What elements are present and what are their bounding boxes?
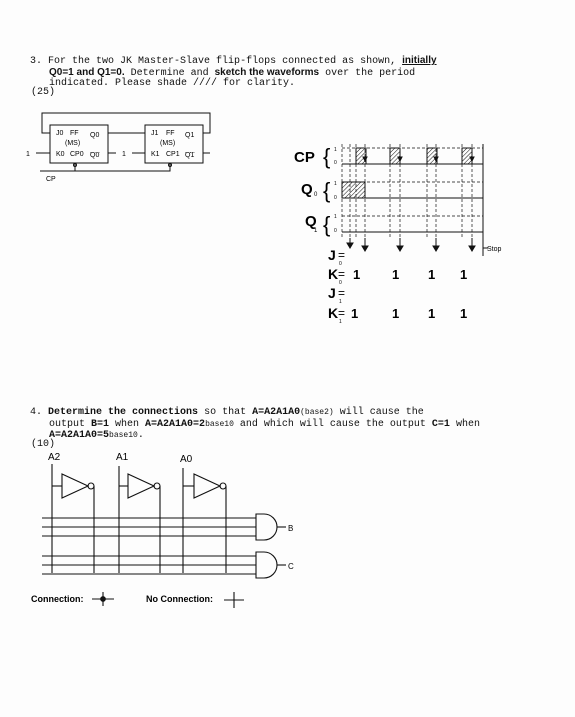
j0-eq: = xyxy=(338,248,346,262)
k1-value-4: 1 xyxy=(460,306,468,321)
inverter-a1 xyxy=(128,474,154,498)
q3-line1-text: For the two JK Master-Slave flip-flops connected as shown, xyxy=(48,56,403,67)
cp-brace: { xyxy=(323,144,331,169)
q4-line2-mid: when xyxy=(109,419,146,430)
q4-line3 xyxy=(49,430,144,442)
q4-number: 4. xyxy=(30,407,43,418)
q0-level-1: 1 xyxy=(334,181,337,187)
q4-line2-mid2: and which will cause the output xyxy=(233,419,432,430)
q3-sketch: sketch the waveforms xyxy=(214,67,320,78)
q1-level-0: 0 xyxy=(334,228,337,234)
q4-base10-a: base10 xyxy=(205,420,234,429)
q4-base10-b: base10 xyxy=(109,431,138,440)
q0-wave-label: Q xyxy=(301,181,313,198)
k1-value-2: 1 xyxy=(392,306,400,321)
cp-pulse-1 xyxy=(356,148,366,164)
cp-bus xyxy=(75,163,170,171)
q4-line3-end: . xyxy=(137,430,144,441)
k1-value-3: 1 xyxy=(428,306,436,321)
q0-brace: { xyxy=(323,178,331,203)
ff0-cp: CP0 xyxy=(70,151,84,158)
q3-initial-values: Q0=1 and Q1=0. xyxy=(49,67,125,78)
q0-level-0: 0 xyxy=(334,195,337,201)
waveform-grid xyxy=(290,138,520,328)
q4-line1-post: will cause the xyxy=(333,407,424,418)
ff1-ff: FF xyxy=(166,130,175,137)
k0-value-2: 1 xyxy=(392,267,400,282)
feedback-wire xyxy=(42,113,210,133)
q3-number: 3. xyxy=(30,56,43,67)
q3-points: (25) xyxy=(31,87,56,98)
q0-wave-sub: 0 xyxy=(314,192,318,198)
no-connection-symbol xyxy=(224,592,244,608)
q4-base2: (base2) xyxy=(300,408,334,417)
q4-b-eq: B=1 xyxy=(91,419,110,430)
ff1-cp: CP1 xyxy=(166,151,180,158)
q4-line1-mid: so that xyxy=(198,407,253,418)
inverter-a0 xyxy=(194,474,220,498)
j1-sub: 1 xyxy=(339,299,342,305)
j1-label: J xyxy=(328,285,336,301)
ff0-qbar: Q0 xyxy=(90,152,100,159)
j0-label: J xyxy=(328,247,336,263)
q0-initial-high xyxy=(342,182,365,198)
output-b-label: B xyxy=(288,524,294,533)
q4-line2-post: when xyxy=(449,419,480,430)
cp-level-0: 0 xyxy=(334,160,337,166)
k1-eq: = xyxy=(338,306,346,320)
logic-circuit xyxy=(28,448,328,618)
stop-label: Stop xyxy=(487,246,502,253)
ff1-ms: (MS) xyxy=(160,140,176,147)
k0-value-3: 1 xyxy=(428,267,436,282)
k0-label: K xyxy=(328,266,339,282)
a2-label: A2 xyxy=(48,452,61,463)
ff0-ff: FF xyxy=(70,130,79,137)
q4-line1 xyxy=(30,407,424,419)
q1-wave-label: Q xyxy=(305,213,317,230)
k1-sub: 1 xyxy=(339,319,342,325)
cp-pulse-2 xyxy=(390,148,400,164)
ff1-qbar: Q1 xyxy=(185,152,195,159)
q3-initially: initially xyxy=(402,55,437,66)
j0-sub: 0 xyxy=(339,261,342,267)
cp-wave-label: CP xyxy=(294,149,315,166)
cp-level-1: 1 xyxy=(334,147,337,153)
legend-no-connection: No Connection: xyxy=(146,594,213,604)
ff1-q: Q1 xyxy=(185,132,195,139)
k1-value-1: 1 xyxy=(351,306,359,321)
k0-value-4: 1 xyxy=(460,267,468,282)
legend-connection: Connection: xyxy=(31,594,84,604)
q3-line3: indicated. Please shade //// for clarity. xyxy=(49,78,296,89)
output-c-label: C xyxy=(288,562,294,571)
q4-c-eq: C=1 xyxy=(431,419,450,430)
q3-line2-mid: Determine and xyxy=(124,68,215,79)
ff0-q: Q0 xyxy=(90,132,100,139)
j1-eq: = xyxy=(338,286,346,300)
cp-pulse-3 xyxy=(427,148,437,164)
ff1-k: K1 xyxy=(151,151,160,158)
q4-line2-pre: output xyxy=(49,419,92,430)
q1-brace: { xyxy=(323,212,331,237)
q3-line2-post: over the period xyxy=(319,68,416,79)
ff0-input: 1 xyxy=(26,151,30,158)
and-gate-c xyxy=(256,552,277,578)
q4-a-expr: A=A2A1A0 xyxy=(252,407,301,418)
ff0-k: K0 xyxy=(56,151,65,158)
q4-a-eq-5: A=A2A1A0=5 xyxy=(49,430,110,441)
k1-label: K xyxy=(328,305,339,321)
ff1-input: 1 xyxy=(122,151,126,158)
a0-label: A0 xyxy=(180,454,193,465)
q4-points: (10) xyxy=(31,439,56,450)
q4-connections: Determine the connections xyxy=(48,407,199,418)
cp-label: CP xyxy=(46,176,56,183)
q4-a-eq-2: A=A2A1A0=2 xyxy=(145,419,206,430)
and-gate-b xyxy=(256,514,277,540)
cp-pulse-4 xyxy=(462,148,472,164)
q1-level-1: 1 xyxy=(334,214,337,220)
k0-eq: = xyxy=(338,267,346,281)
ff0-j: J0 xyxy=(56,130,64,137)
ff0-ms: (MS) xyxy=(65,140,81,147)
q1-wave-sub: 1 xyxy=(314,228,318,234)
flipflop-circuit xyxy=(20,105,230,185)
ff1-j: J1 xyxy=(151,130,159,137)
connection-symbol xyxy=(92,592,114,606)
inverter-a2 xyxy=(62,474,88,498)
k0-sub: 0 xyxy=(339,280,342,286)
a1-label: A1 xyxy=(116,452,129,463)
k0-value-1: 1 xyxy=(353,267,361,282)
